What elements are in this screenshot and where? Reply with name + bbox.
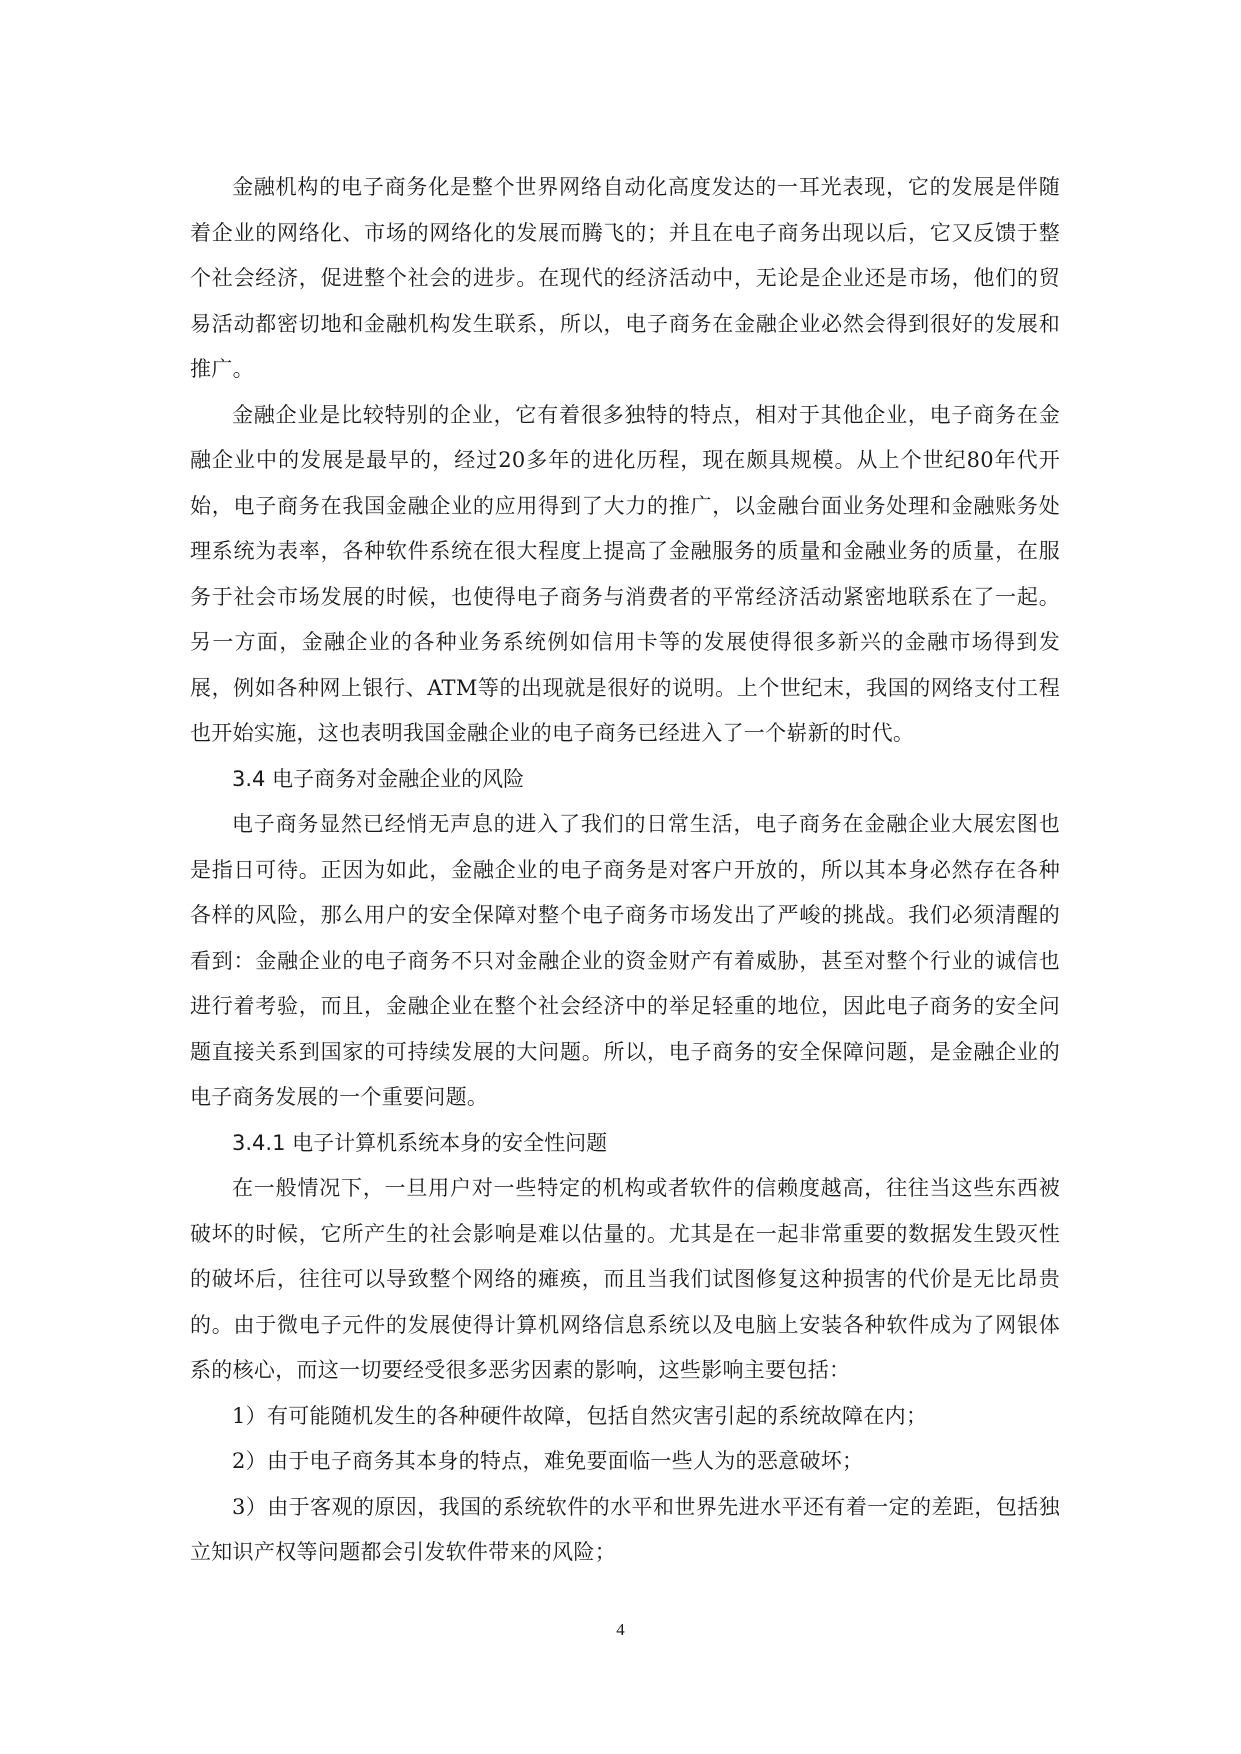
body-text: [190, 165, 1060, 1576]
paragraph: 金融机构的电子商务化是整个世界网络自动化高度发达的一耳光表现，它的发展是伴随着企业的网络化、市场的网络化的发展而腾飞的；并且在电子商务出现以后，它又反馈于整个社会经济，促进整个社会的进步。在现代的经济活动中，无论是企业还是市场，他们的贸易活动都密切地和金融机构发生联系，所以，电子商务在金融企业必然会得到很好的发展和推广。: [190, 175, 1060, 381]
page-number: 4: [616, 1620, 625, 1639]
section-heading-3-4-1: 3.4.1 电子计算机系统本身的安全性问题: [232, 1130, 608, 1155]
list-item: 2）由于电子商务其本身的特点，难免要面临一些人为的恶意破坏；: [232, 1449, 864, 1473]
list-item: 1）有可能随机发生的各种硬件故障，包括自然灾害引起的系统故障在内；: [232, 1403, 928, 1428]
list-item: 3）由于客观的原因，我国的系统软件的水平和世界先进水平还有着一定的差距，包括独立知识产权等问题都会引发软件带来的风险；: [190, 1494, 1060, 1564]
paragraph: 在一般情况下，一旦用户对一些特定的机构或者软件的信赖度越高，往往当这些东西被破坏的时候，它所产生的社会影响是难以估量的。尤其是在一起非常重要的数据发生毁灭性的破坏后，往往可以导致整个网络的瘫痪，而且当我们试图修复这种损害的代价是无比昂贵的。由于微电子元件的发展使得计算机网络信息系统以及电脑上安装各种软件成为了网银体系的核心，而这一切要经受很多恶劣因素的影响，这些影响主要包括：: [190, 1176, 1060, 1382]
paragraph: 电子商务显然已经悄无声息的进入了我们的日常生活，电子商务在金融企业大展宏图也是指日可待。正因为如此，金融企业的电子商务是对客户开放的，所以其本身必然存在各种各样的风险，那么用户的安全保障对整个电子商务市场发出了严峻的挑战。我们必须清醒的看到：金融企业的电子商务不只对金融企业的资金财产有着威胁，甚至对整个行业的诚信也进行着考验，而且，金融企业在整个社会经济中的举足轻重的地位，因此电子商务的安全问题直接关系到国家的可持续发展的大问题。所以，电子商务的安全保障问题，是金融企业的电子商务发展的一个重要问题。: [190, 812, 1060, 1109]
paragraph: 金融企业是比较特别的企业，它有着很多独特的特点，相对于其他企业，电子商务在金融企业中的发展是最早的，经过20多年的进化历程，现在颇具规模。从上个世纪80年代开始，电子商务在我国金融企业的应用得到了大力的推广，以金融台面业务处理和金融账务处理系统为表率，各种软件系统在很大程度上提高了金融服务的质量和金融业务的质量，在服务于社会市场发展的时候，也使得电子商务与消费者的平常经济活动紧密地联系在了一起。另一方面，金融企业的各种业务系统例如信用卡等的发展使得很多新兴的金融市场得到发展，例如各种网上银行、ATM等的出现就是很好的说明。上个世纪末，我国的网络支付工程也开始实施，这也表明我国金融企业的电子商务已经进入了一个崭新的时代。: [190, 402, 1060, 745]
section-heading-3-4: 3.4 电子商务对金融企业的风险: [232, 766, 525, 791]
